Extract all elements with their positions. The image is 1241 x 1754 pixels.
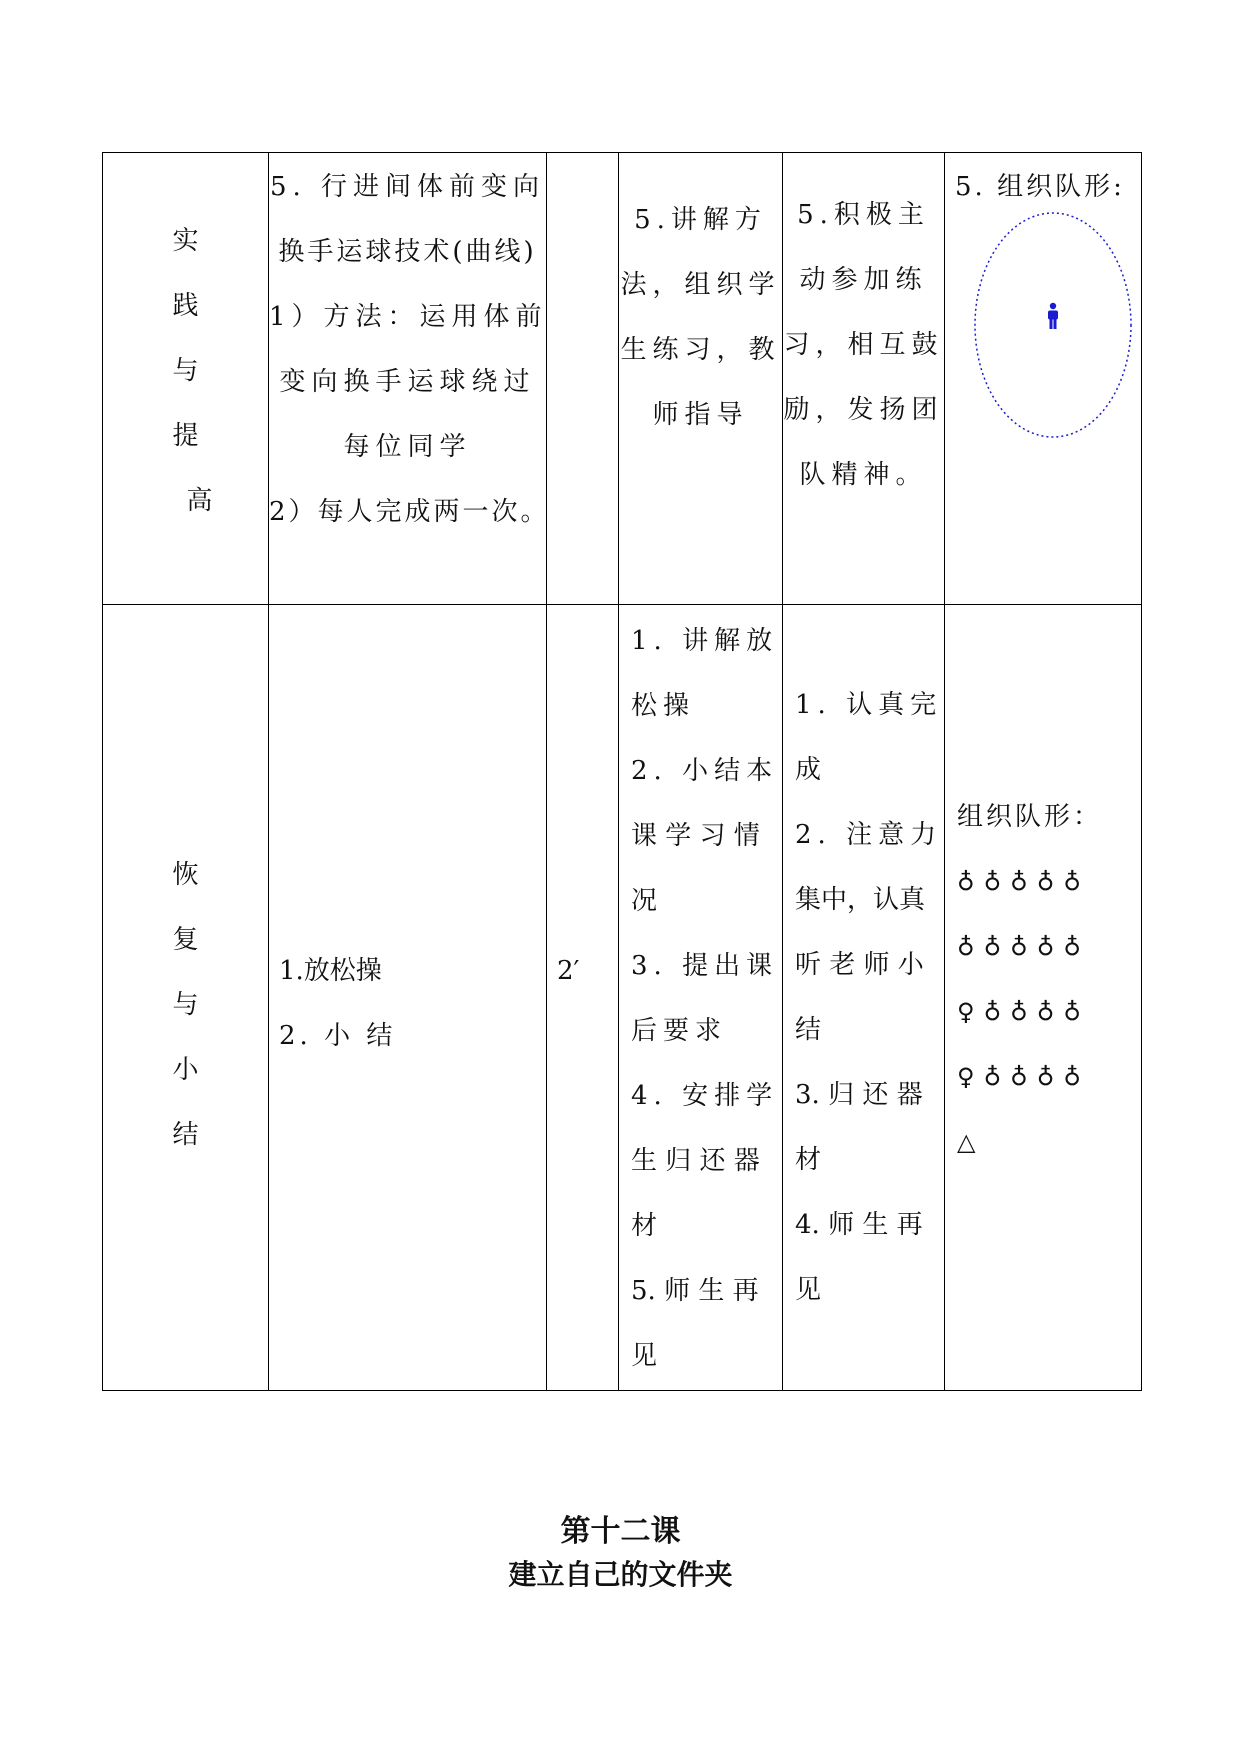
phase-char: 提: [172, 421, 199, 451]
teacher-line: 生 归 还 器: [631, 1146, 760, 1176]
table-row: [103, 153, 1142, 605]
phase-char: 高: [186, 486, 213, 516]
lesson-heading: [0, 1510, 1241, 1596]
person-icon: [1048, 303, 1058, 329]
lesson-plan-table: [102, 152, 1142, 1391]
phase-char: 小: [172, 1055, 199, 1085]
organization-cell: [945, 605, 1142, 1391]
student-line: 5.积极主: [797, 200, 930, 230]
formation-row: ♀♁♁♁♁: [957, 1063, 1090, 1091]
student-activity-cell: [783, 605, 945, 1391]
phase-char: 恢: [172, 860, 199, 890]
formation-row: ♁♁♁♁♁: [957, 933, 1090, 961]
phase-char: 实: [172, 226, 199, 256]
organization-cell: [945, 153, 1142, 605]
teacher-line: 4. 安排学: [631, 1081, 779, 1111]
content-cell: [269, 605, 547, 1391]
student-line: 1. 认真完: [795, 690, 943, 720]
student-line: 集中，认真: [795, 885, 926, 915]
time-value: 2′: [557, 956, 580, 986]
student-line: 3. 归 还 器: [795, 1080, 923, 1110]
teacher-position-icon: △: [957, 1128, 985, 1156]
formation-diagram: [973, 210, 1133, 440]
lesson-subtitle: 建立自己的文件夹: [508, 1558, 733, 1591]
time-cell: [547, 153, 619, 605]
content-cell: [269, 153, 550, 605]
teacher-line: 1. 讲解放: [631, 626, 779, 656]
student-line: 见: [795, 1275, 822, 1305]
formation-row: ♁♁♁♁♁: [957, 868, 1090, 896]
student-line: 结: [795, 1015, 822, 1045]
organization-label: 5. 组织队形:: [955, 172, 1125, 202]
teacher-line: 况: [631, 886, 658, 916]
time-cell: [547, 605, 619, 1391]
content-line: 2. 小 结: [279, 1021, 397, 1051]
student-line: 队精神。: [799, 460, 928, 490]
student-line: 听 老 师 小: [795, 950, 924, 980]
phase-char: 复: [172, 925, 199, 955]
teacher-line: 3. 提出课: [631, 951, 779, 981]
phase-char: 与: [172, 356, 199, 386]
teacher-line: 法，组织学: [620, 270, 781, 300]
organization-label: 组织队形：: [957, 802, 1103, 832]
content-line: 1）方法：运用体前: [269, 302, 548, 332]
formation-oval: [973, 210, 1133, 440]
content-line: 5. 行进间体前变向: [269, 172, 546, 202]
table-row: [103, 605, 1142, 1391]
content-line: 1.放松操: [279, 956, 382, 986]
student-line: 习，相互鼓: [783, 330, 944, 360]
student-line: 动参加练: [799, 265, 928, 295]
teacher-line: 松操: [631, 691, 696, 721]
student-line: 成: [795, 755, 822, 785]
teacher-line: 生练习，教: [620, 335, 781, 365]
content-line: 换手运球技术(曲线): [278, 237, 537, 267]
phase-char: 与: [172, 990, 199, 1020]
student-line: 2. 注意力: [795, 820, 943, 850]
formation-row: ♀♁♁♁♁: [957, 998, 1090, 1026]
teacher-line: 师指导: [652, 400, 749, 430]
teacher-activity-cell: [619, 153, 783, 605]
content-line: 2）每人完成两一次。: [269, 497, 550, 527]
teacher-line: 2. 小结本: [631, 756, 779, 786]
student-line: 4. 师 生 再: [795, 1210, 923, 1240]
teacher-line: 5.讲解方: [634, 205, 767, 235]
phase-cell: [103, 153, 269, 605]
content-line: 每位同学: [343, 432, 472, 462]
teacher-line: 课 学 习 情: [631, 821, 760, 851]
teacher-line: 5. 师 生 再: [631, 1276, 759, 1306]
teacher-line: 后要求: [631, 1016, 728, 1046]
lesson-title: 第十二课: [560, 1514, 681, 1549]
teacher-line: 材: [631, 1211, 658, 1241]
teacher-activity-cell: [619, 605, 783, 1391]
phase-cell: [103, 605, 269, 1391]
content-line: 变向换手运球绕过: [279, 367, 536, 397]
student-line: 材: [795, 1145, 822, 1175]
phase-char: 结: [172, 1120, 199, 1150]
student-line: 励，发扬团: [783, 395, 944, 425]
phase-char: 践: [172, 291, 199, 321]
teacher-line: 见: [631, 1341, 658, 1371]
student-activity-cell: [783, 153, 945, 605]
